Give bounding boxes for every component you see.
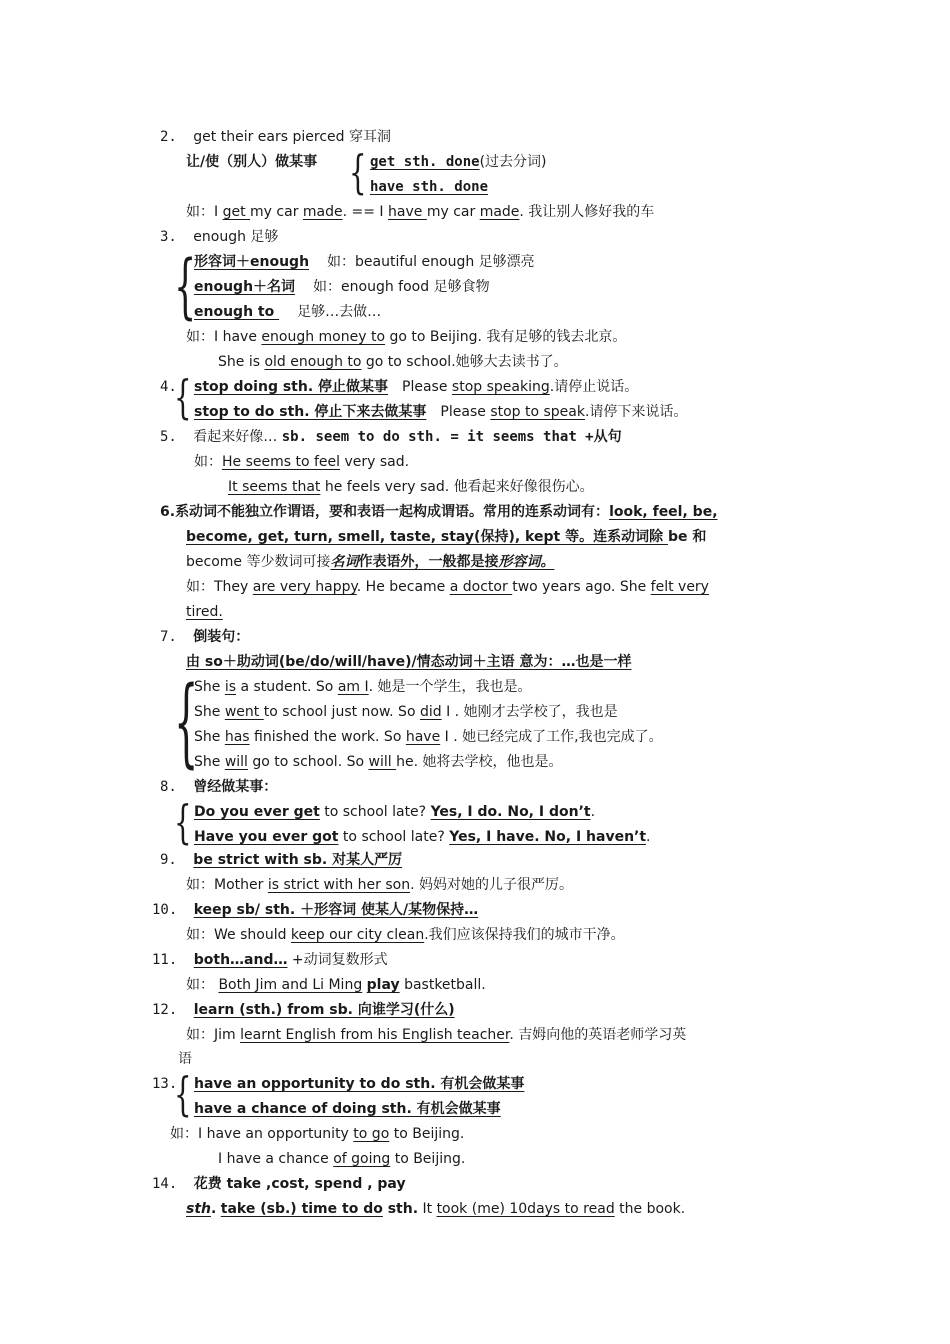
item-6-line-2 <box>186 528 706 546</box>
item-14-heading <box>152 1175 406 1193</box>
text: .我们应该保持我们的城市干净。 <box>424 927 625 943</box>
brace: { <box>174 666 199 778</box>
item-7-rule: 由 so＋助动词(be/do/will/have)/情态动词＋主语 意为：…也是一样 <box>186 654 632 670</box>
rule-text: stop doing sth. 停止做某事 <box>194 379 389 395</box>
item-2-option-2: have sth. done <box>370 179 489 195</box>
item-7-sentence-2 <box>194 703 618 721</box>
text: bastketball. <box>399 977 486 993</box>
text: finished the work. So <box>249 729 406 745</box>
text: She <box>194 754 225 770</box>
item-3-example-2 <box>218 353 568 371</box>
item-title: get their ears pierced 穿耳洞 <box>193 129 391 145</box>
underlined-text: went <box>224 704 264 720</box>
item-number: 11. <box>152 952 178 968</box>
text: Please <box>440 404 491 420</box>
rule-text: enough＋名词 <box>194 279 296 295</box>
text: my car <box>250 204 303 220</box>
text: become 等少数词可接 <box>186 554 331 570</box>
item-7-heading <box>160 628 249 646</box>
underlined-text: of going <box>333 1151 391 1167</box>
item-5-example-1 <box>194 453 409 471</box>
item-4-number: 4. <box>160 379 177 395</box>
text: he. 她将去学校，他也是。 <box>396 754 563 770</box>
item-14-rule-1 <box>186 1200 685 1218</box>
text: 如：We should <box>186 927 291 943</box>
item-number: 8. <box>160 779 177 795</box>
text: my car <box>426 204 480 220</box>
item-6-example-cont: tired. <box>186 604 223 620</box>
text: go to school.她够大去读书了。 <box>361 354 568 370</box>
text: .请停下来说话。 <box>584 404 688 420</box>
underlined-text: Both Jim and Li Ming <box>218 977 363 993</box>
text: 如：I have <box>186 329 262 345</box>
answer-text: Yes, I do. No, I don’t <box>430 804 591 820</box>
item-3-heading <box>160 228 278 246</box>
item-title: keep sb/ sth. ＋形容词 使某人/某物保持… <box>193 902 479 918</box>
item-13-rule-1: have an opportunity to do sth. 有机会做某事 <box>194 1076 525 1092</box>
text: to Beijing. <box>389 1126 465 1142</box>
item-8-heading <box>160 778 277 796</box>
text: to school late? <box>338 829 450 845</box>
text: . 妈妈对她的儿子很严厉。 <box>410 877 574 893</box>
item-3-example-1 <box>186 328 626 346</box>
item-13-rule-2: have a chance of doing sth. 有机会做某事 <box>194 1101 501 1117</box>
item-13-example-1 <box>170 1125 464 1143</box>
answer-text: Yes, I have. No, I haven’t <box>449 829 647 845</box>
item-9-example <box>186 876 573 894</box>
item-3-rule-1 <box>194 253 535 271</box>
underlined-text: am I <box>337 679 369 695</box>
item-10-example <box>186 926 625 944</box>
text: a student. So <box>236 679 338 695</box>
text: She <box>194 704 225 720</box>
underlined-text: have <box>388 204 427 220</box>
text: Please <box>402 379 452 395</box>
item-7-sentence-1 <box>194 678 532 696</box>
text: I have a chance <box>218 1151 334 1167</box>
item-7-sentence-3 <box>194 728 663 746</box>
item-11-example <box>186 976 486 994</box>
underlined-text: become, get, turn, smell, taste, stay(保持), kept 等。连系动词除 <box>186 529 668 545</box>
underlined-text: old enough to <box>264 354 362 370</box>
underlined-text: 形容词。 <box>498 554 555 570</box>
underlined-text: has <box>224 729 250 745</box>
item-6-line-3 <box>186 553 554 571</box>
item-number: 10. <box>152 902 178 918</box>
brace: { <box>174 245 197 327</box>
underlined-text: is <box>224 679 237 695</box>
rule-example: 足够…去做… <box>297 304 382 320</box>
text: She <box>194 729 225 745</box>
text: 如：I have an opportunity <box>170 1126 354 1142</box>
item-number: 5. <box>160 429 177 445</box>
text: . 吉姆向他的英语老师学习英 <box>509 1027 687 1043</box>
underlined-text: are very happy <box>252 579 357 595</box>
item-12-heading <box>152 1001 455 1019</box>
item-title-note: +动词复数形式 <box>287 952 388 968</box>
underlined-text: Have you ever got <box>194 829 339 845</box>
rule-example: 如：beautiful enough 足够漂亮 <box>327 254 535 270</box>
text: It <box>418 1201 437 1217</box>
item-9-heading <box>160 851 402 869</box>
item-12-example <box>186 1026 686 1044</box>
item-title: learn (sth.) from sb. 向谁学习(什么) <box>193 1002 455 1018</box>
item-title: enough 足够 <box>193 229 279 245</box>
underlined-text: It seems that <box>228 479 321 495</box>
underlined-text: took (me) 10days to read <box>436 1201 615 1217</box>
item-number: 9. <box>160 852 177 868</box>
underlined-text: will <box>224 754 248 770</box>
item-13-example-2 <box>218 1150 465 1168</box>
underlined-text: get <box>222 204 251 220</box>
text: very sad. <box>340 454 410 470</box>
item-5-example-2 <box>228 478 594 496</box>
item-title: both…and… <box>193 952 288 968</box>
underlined-text: made <box>302 204 343 220</box>
underlined-text: take (sb.) time to do <box>220 1201 383 1217</box>
brace: { <box>174 795 192 849</box>
item-title: be strict with sb. 对某人严厉 <box>193 852 403 868</box>
text: go to school. So <box>247 754 369 770</box>
item-3-rule-3 <box>194 303 381 321</box>
underlined-text: Do you ever get <box>194 804 320 820</box>
underlined-text: 作表语外，一般都是接 <box>358 554 499 570</box>
item-8-rule-1: Do you ever get to school late? Yes, I do. No, I don’t. <box>194 804 596 820</box>
text: the book. <box>614 1201 686 1217</box>
text: 如： <box>186 977 219 993</box>
underlined-text: made <box>479 204 520 220</box>
text: 如：Jim <box>186 1027 241 1043</box>
rule-text: enough to <box>194 304 280 320</box>
item-title-cn: 看起来好像… <box>193 429 282 445</box>
item-2-example <box>186 203 654 221</box>
item-6-example <box>186 578 709 596</box>
item-4-rule-2 <box>194 403 687 421</box>
text: 系动词不能独立作谓语，要和表语一起构成谓语。常用的连系动词有： <box>175 504 610 520</box>
text: 如：They <box>186 579 253 595</box>
underlined-text: have <box>405 729 441 745</box>
text: 如：I <box>186 204 223 220</box>
text: go to Beijing. 我有足够的钱去北京。 <box>385 329 627 345</box>
underlined-text: to go <box>353 1126 390 1142</box>
underlined-text: stop speaking <box>451 379 550 395</box>
text: to school just now. So <box>263 704 420 720</box>
item-12-example-cont: 语 <box>178 1051 192 1067</box>
text: to school late? <box>319 804 431 820</box>
item-8-rule-2: Have you ever got to school late? Yes, I have. No, I haven’t. <box>194 829 651 845</box>
brace: { <box>349 145 367 199</box>
underlined-text: a doctor <box>449 579 513 595</box>
underlined-text: sth <box>186 1201 211 1217</box>
underlined-text: play <box>366 977 400 993</box>
text: he feels very sad. 他看起来好像很伤心。 <box>320 479 594 495</box>
underlined-text: keep our city clean <box>290 927 425 943</box>
item-2-lead: 让/使（别人）做某事 <box>186 154 318 170</box>
item-3-rule-2 <box>194 278 490 296</box>
text: to Beijing. <box>390 1151 466 1167</box>
underlined-text: did <box>419 704 442 720</box>
item-number: 14. <box>152 1176 178 1192</box>
text: She is <box>218 354 265 370</box>
brace: { <box>174 1067 192 1121</box>
item-number: 12. <box>152 1002 178 1018</box>
option-note: (过去分词) <box>479 154 547 170</box>
text: 如： <box>194 454 222 470</box>
rule-text: 形容词＋enough <box>194 254 310 270</box>
rule-example: 如：enough food 足够食物 <box>313 279 490 295</box>
text: be 和 <box>667 529 707 545</box>
item-number: 7. <box>160 629 177 645</box>
item-title: sb. seem to do sth. = it seems that +从句 <box>281 429 622 445</box>
underlined-text: enough money to <box>261 329 386 345</box>
item-number: 3. <box>160 229 177 245</box>
option-text: get sth. done <box>370 154 480 170</box>
text: sth. <box>382 1201 419 1217</box>
text: .请停止说话。 <box>549 379 639 395</box>
item-10-heading <box>152 901 478 919</box>
underlined-text: 名词 <box>330 554 359 570</box>
brace: { <box>174 370 192 424</box>
item-number: 2. <box>160 129 177 145</box>
text: I . 她已经完成了工作,我也完成了。 <box>440 729 663 745</box>
item-number: 6. <box>160 504 176 520</box>
underlined-text: He seems to feel <box>222 454 341 470</box>
item-title: 曾经做某事： <box>193 779 278 795</box>
text: . He became <box>356 579 450 595</box>
item-6-line-1 <box>160 503 718 521</box>
text: 如：Mother <box>186 877 268 893</box>
item-4-rule-1 <box>194 378 638 396</box>
text: I . 她刚才去学校了，我也是 <box>441 704 618 720</box>
underlined-text: learnt English from his English teacher <box>240 1027 510 1043</box>
item-title: 倒装句： <box>193 629 250 645</box>
item-13-number: 13. <box>152 1076 178 1092</box>
underlined-text: felt very <box>650 579 709 595</box>
item-11-heading <box>152 951 388 969</box>
underlined-text: will <box>368 754 397 770</box>
item-5-heading <box>160 428 622 446</box>
text: She <box>194 679 225 695</box>
item-title: 花费 take ,cost, spend , pay <box>193 1176 406 1192</box>
item-2-heading <box>160 128 391 146</box>
underlined-text: is strict with her son <box>267 877 411 893</box>
underlined-text: stop to speak <box>490 404 585 420</box>
item-7-sentence-4 <box>194 753 562 771</box>
text: . == I <box>342 204 389 220</box>
text: . 我让别人修好我的车 <box>519 204 655 220</box>
text: two years ago. She <box>512 579 651 595</box>
text: . <box>211 1201 217 1217</box>
underlined-text: look, feel, be, <box>609 504 718 520</box>
rule-text: stop to do sth. 停止下来去做某事 <box>194 404 427 420</box>
text: . 她是一个学生，我也是。 <box>368 679 532 695</box>
item-2-option-1 <box>370 153 547 171</box>
